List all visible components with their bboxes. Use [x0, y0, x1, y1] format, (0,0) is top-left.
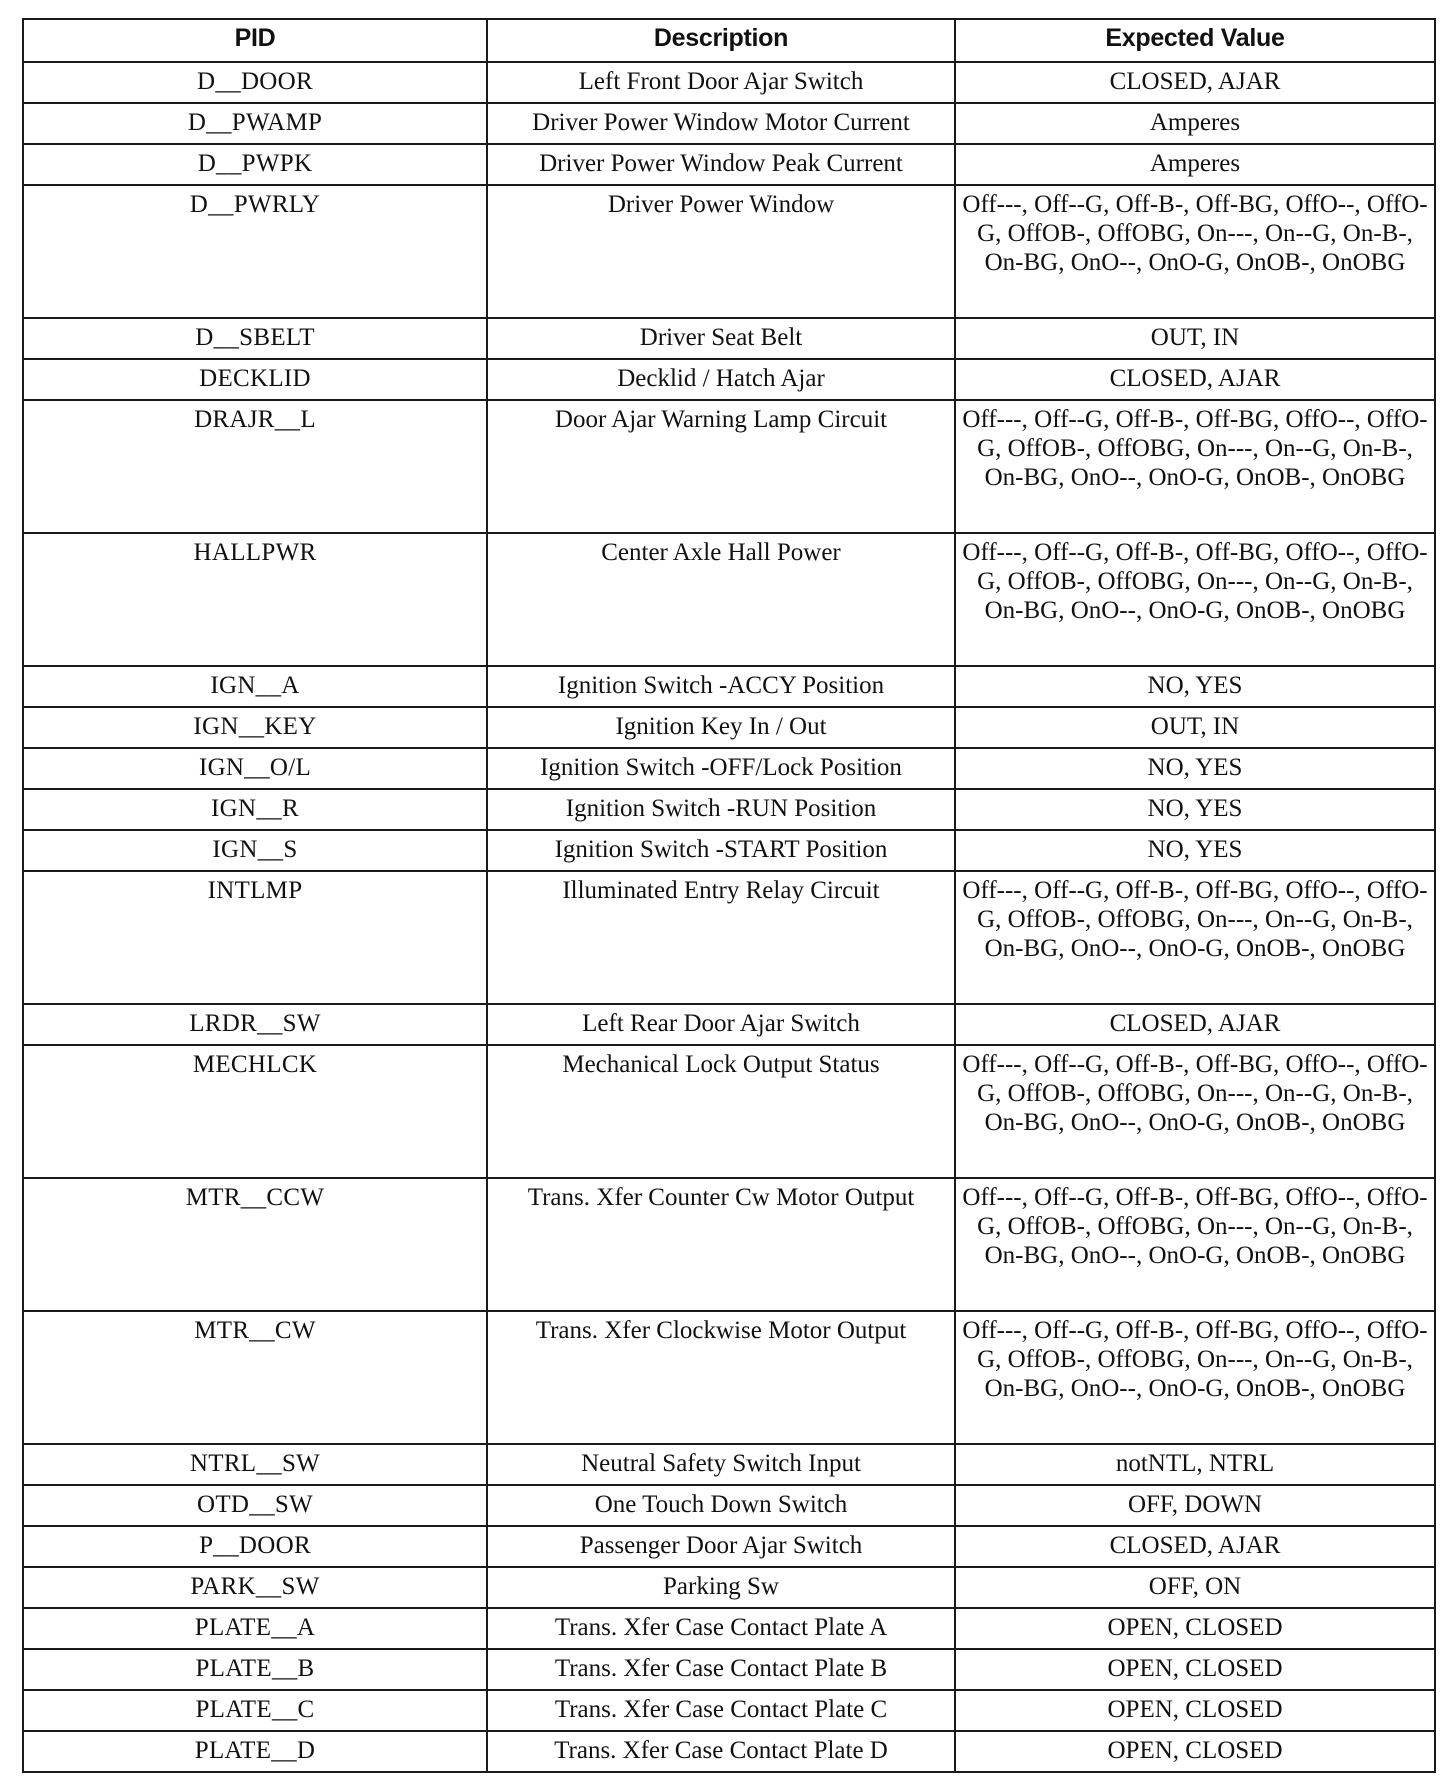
table-row: [23, 871, 1435, 1004]
pid-cell: OTD__SW: [23, 1485, 487, 1526]
pid-cell: D__PWAMP: [23, 103, 487, 144]
pid-cell: HALLPWR: [23, 533, 487, 666]
pid-cell: PARK__SW: [23, 1567, 487, 1608]
expected-value-cell: Off---, Off--G, Off-B-, Off-BG, OffO--, OffO-G, OffOB-, OffOBG, On---, On--G, On-B-, On-BG, OnO--, OnO-G, OnOB-, OnOBG: [955, 185, 1435, 318]
pid-cell: MTR__CCW: [23, 1178, 487, 1311]
description-cell: Ignition Switch -OFF/Lock Position: [487, 748, 955, 789]
expected-value-cell: Off---, Off--G, Off-B-, Off-BG, OffO--, OffO-G, OffOB-, OffOBG, On---, On--G, On-B-, On-BG, OnO--, OnO-G, OnOB-, OnOBG: [955, 400, 1435, 533]
pid-cell: D__PWRLY: [23, 185, 487, 318]
expected-value-cell: Amperes: [955, 144, 1435, 185]
expected-value-cell: CLOSED, AJAR: [955, 359, 1435, 400]
description-cell: Ignition Key In / Out: [487, 707, 955, 748]
table-row: [23, 1690, 1435, 1731]
pid-cell: D__PWPK: [23, 144, 487, 185]
description-cell: Driver Power Window Peak Current: [487, 144, 955, 185]
expected-value-cell: notNTL, NTRL: [955, 1444, 1435, 1485]
expected-value-cell: OPEN, CLOSED: [955, 1731, 1435, 1772]
description-cell: Ignition Switch -ACCY Position: [487, 666, 955, 707]
expected-value-cell: Amperes: [955, 103, 1435, 144]
description-cell: Left Rear Door Ajar Switch: [487, 1004, 955, 1045]
description-cell: Ignition Switch -START Position: [487, 830, 955, 871]
description-cell: Driver Power Window: [487, 185, 955, 318]
pid-cell: PLATE__C: [23, 1690, 487, 1731]
table-row: [23, 830, 1435, 871]
pid-cell: IGN__KEY: [23, 707, 487, 748]
expected-value-cell: OPEN, CLOSED: [955, 1690, 1435, 1731]
expected-value-cell: OPEN, CLOSED: [955, 1608, 1435, 1649]
expected-value-cell: OUT, IN: [955, 318, 1435, 359]
expected-value-cell: CLOSED, AJAR: [955, 62, 1435, 103]
header-row: [23, 19, 1435, 62]
description-cell: Decklid / Hatch Ajar: [487, 359, 955, 400]
expected-value-cell: NO, YES: [955, 789, 1435, 830]
pid-cell: MECHLCK: [23, 1045, 487, 1178]
description-cell: Ignition Switch -RUN Position: [487, 789, 955, 830]
header-description: Description: [487, 19, 955, 62]
pid-table: [22, 18, 1436, 1773]
description-cell: Trans. Xfer Clockwise Motor Output: [487, 1311, 955, 1444]
expected-value-cell: Off---, Off--G, Off-B-, Off-BG, OffO--, OffO-G, OffOB-, OffOBG, On---, On--G, On-B-, On-BG, OnO--, OnO-G, OnOB-, OnOBG: [955, 1311, 1435, 1444]
header-pid: PID: [23, 19, 487, 62]
description-cell: Left Front Door Ajar Switch: [487, 62, 955, 103]
description-cell: Mechanical Lock Output Status: [487, 1045, 955, 1178]
description-cell: Trans. Xfer Counter Cw Motor Output: [487, 1178, 955, 1311]
pid-cell: P__DOOR: [23, 1526, 487, 1567]
table-row: [23, 1311, 1435, 1444]
expected-value-cell: OUT, IN: [955, 707, 1435, 748]
expected-value-cell: Off---, Off--G, Off-B-, Off-BG, OffO--, OffO-G, OffOB-, OffOBG, On---, On--G, On-B-, On-BG, OnO--, OnO-G, OnOB-, OnOBG: [955, 871, 1435, 1004]
description-cell: Illuminated Entry Relay Circuit: [487, 871, 955, 1004]
table-row: [23, 1649, 1435, 1690]
description-cell: Trans. Xfer Case Contact Plate C: [487, 1690, 955, 1731]
pid-cell: PLATE__A: [23, 1608, 487, 1649]
description-cell: Neutral Safety Switch Input: [487, 1444, 955, 1485]
expected-value-cell: CLOSED, AJAR: [955, 1004, 1435, 1045]
pid-cell: IGN__A: [23, 666, 487, 707]
table-row: [23, 533, 1435, 666]
table-row: [23, 103, 1435, 144]
expected-value-cell: NO, YES: [955, 830, 1435, 871]
pid-cell: LRDR__SW: [23, 1004, 487, 1045]
expected-value-cell: OFF, ON: [955, 1567, 1435, 1608]
description-cell: Trans. Xfer Case Contact Plate D: [487, 1731, 955, 1772]
table-row: [23, 666, 1435, 707]
pid-cell: PLATE__D: [23, 1731, 487, 1772]
table-row: [23, 1004, 1435, 1045]
description-cell: Trans. Xfer Case Contact Plate B: [487, 1649, 955, 1690]
pid-cell: PLATE__B: [23, 1649, 487, 1690]
table-row: [23, 789, 1435, 830]
description-cell: Driver Seat Belt: [487, 318, 955, 359]
table-row: [23, 144, 1435, 185]
table-row: [23, 1178, 1435, 1311]
expected-value-cell: Off---, Off--G, Off-B-, Off-BG, OffO--, OffO-G, OffOB-, OffOBG, On---, On--G, On-B-, On-BG, OnO--, OnO-G, OnOB-, OnOBG: [955, 1178, 1435, 1311]
expected-value-cell: CLOSED, AJAR: [955, 1526, 1435, 1567]
description-cell: Center Axle Hall Power: [487, 533, 955, 666]
table-row: [23, 1608, 1435, 1649]
pid-cell: INTLMP: [23, 871, 487, 1004]
pid-cell: MTR__CW: [23, 1311, 487, 1444]
expected-value-cell: Off---, Off--G, Off-B-, Off-BG, OffO--, OffO-G, OffOB-, OffOBG, On---, On--G, On-B-, On-BG, OnO--, OnO-G, OnOB-, OnOBG: [955, 1045, 1435, 1178]
table-row: [23, 318, 1435, 359]
description-cell: Driver Power Window Motor Current: [487, 103, 955, 144]
document-page: [22, 18, 1434, 1773]
table-row: [23, 185, 1435, 318]
table-row: [23, 1567, 1435, 1608]
expected-value-cell: Off---, Off--G, Off-B-, Off-BG, OffO--, OffO-G, OffOB-, OffOBG, On---, On--G, On-B-, On-BG, OnO--, OnO-G, OnOB-, OnOBG: [955, 533, 1435, 666]
pid-cell: D__SBELT: [23, 318, 487, 359]
description-cell: One Touch Down Switch: [487, 1485, 955, 1526]
expected-value-cell: OPEN, CLOSED: [955, 1649, 1435, 1690]
table-row: [23, 1731, 1435, 1772]
description-cell: Passenger Door Ajar Switch: [487, 1526, 955, 1567]
pid-cell: D__DOOR: [23, 62, 487, 103]
description-cell: Door Ajar Warning Lamp Circuit: [487, 400, 955, 533]
pid-cell: NTRL__SW: [23, 1444, 487, 1485]
description-cell: Parking Sw: [487, 1567, 955, 1608]
table-row: [23, 1444, 1435, 1485]
table-row: [23, 400, 1435, 533]
table-header: [23, 19, 1435, 62]
header-expected-value: Expected Value: [955, 19, 1435, 62]
table-row: [23, 1045, 1435, 1178]
expected-value-cell: OFF, DOWN: [955, 1485, 1435, 1526]
table-row: [23, 707, 1435, 748]
pid-cell: IGN__S: [23, 830, 487, 871]
table-body: [23, 62, 1435, 1772]
table-row: [23, 359, 1435, 400]
table-row: [23, 62, 1435, 103]
pid-cell: DECKLID: [23, 359, 487, 400]
table-row: [23, 1485, 1435, 1526]
expected-value-cell: NO, YES: [955, 666, 1435, 707]
pid-cell: DRAJR__L: [23, 400, 487, 533]
table-row: [23, 748, 1435, 789]
pid-cell: IGN__O/L: [23, 748, 487, 789]
description-cell: Trans. Xfer Case Contact Plate A: [487, 1608, 955, 1649]
table-row: [23, 1526, 1435, 1567]
expected-value-cell: NO, YES: [955, 748, 1435, 789]
pid-cell: IGN__R: [23, 789, 487, 830]
